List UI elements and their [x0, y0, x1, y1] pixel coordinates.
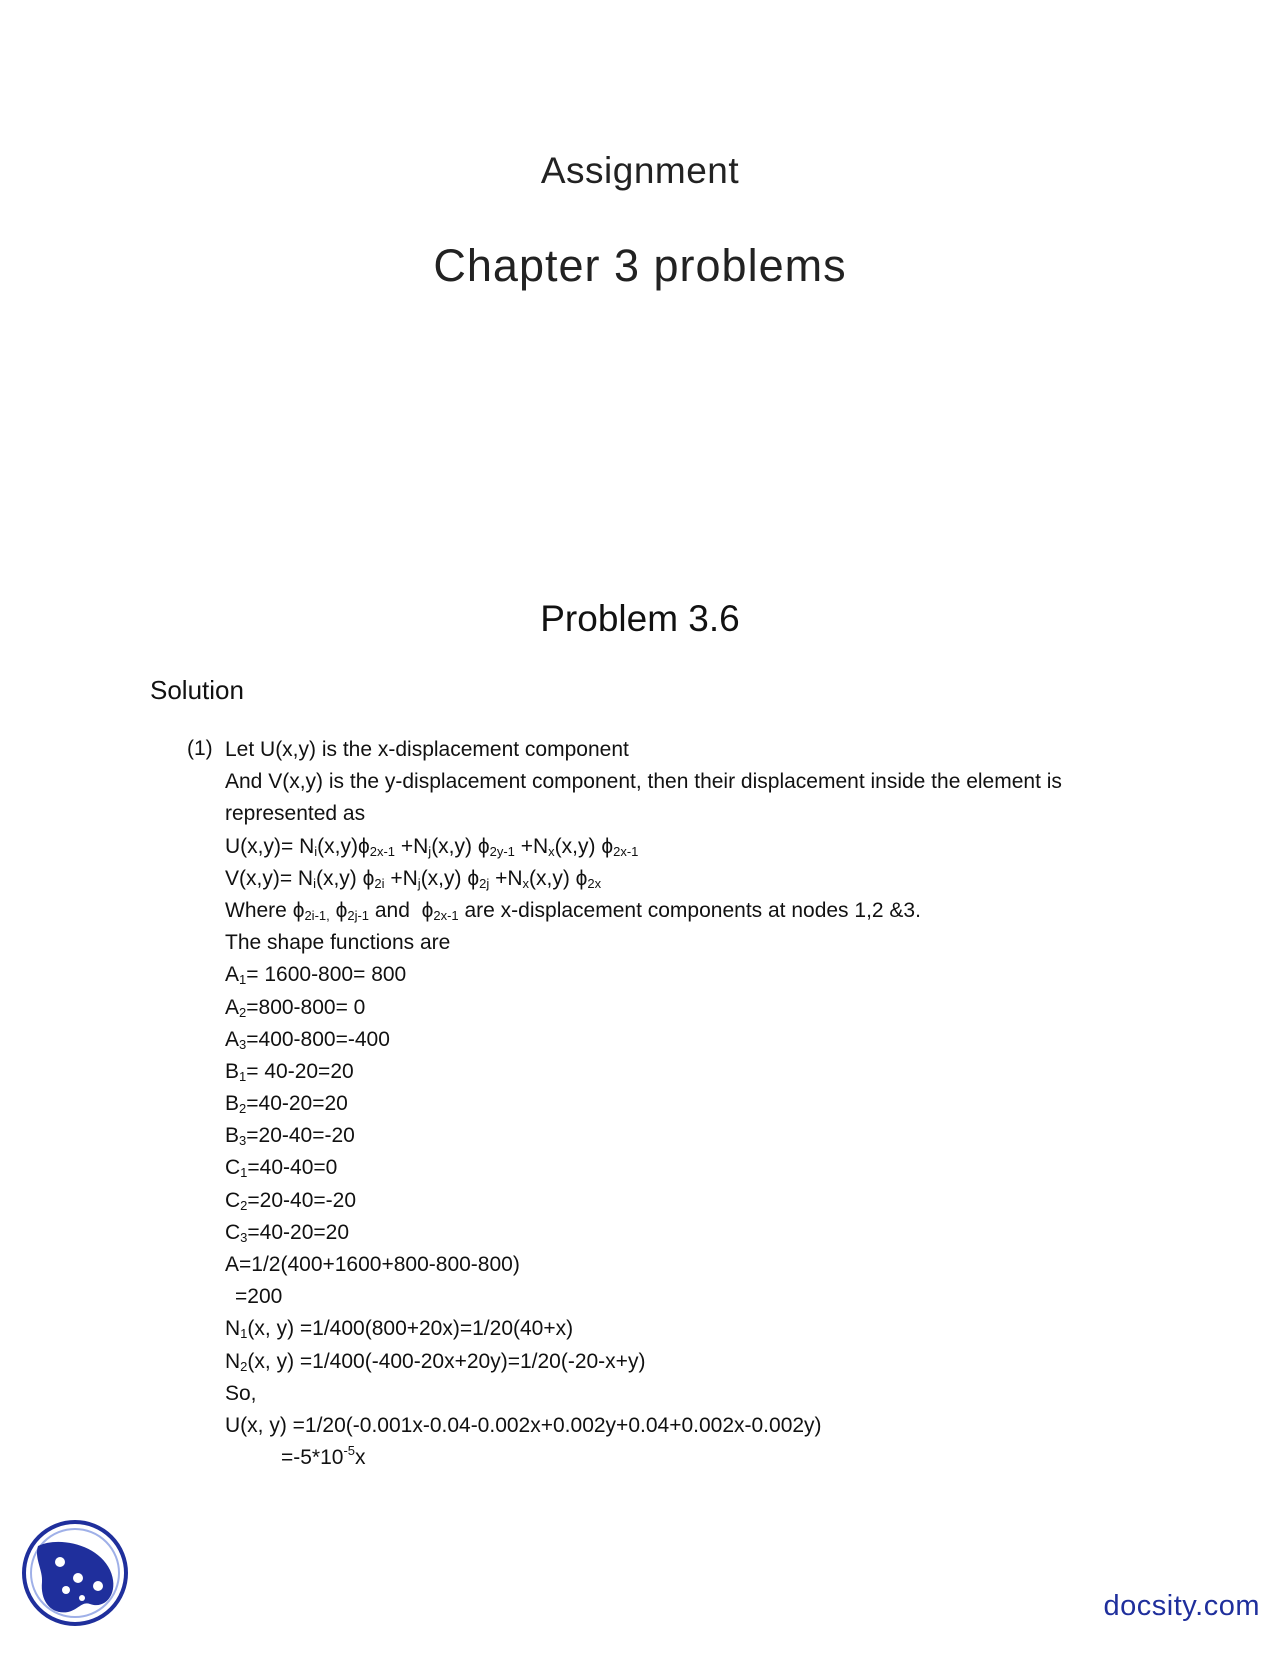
coeff-c3: $C_3=40-20=20$ [225, 1220, 350, 1245]
u-expression: $U(x,y)= N_i(x,y)\phi_{2x-1} +N_j(x,y)$ $\phi_{2y-1} +N_x(x,y)$ $\phi_{2x-1}$ [225, 834, 639, 859]
n1-equation: $N_1(x$, y) =1/400(800+20x)=1/20(40+x) [225, 1317, 574, 1342]
area-result: =200 [235, 1285, 283, 1309]
docsity-brand-text[interactable]: docsity.com [1103, 1590, 1260, 1622]
area-equation: A=1/2(400+1600+800-800-800) [225, 1253, 520, 1276]
coeff-b3: $B_3=20-40=-20$ [225, 1124, 355, 1149]
assignment-title: Assignment [540, 150, 740, 191]
chapter-title: Chapter 3 problems [433, 240, 847, 291]
coeff-c2: $C_2=20-40=-20$ [225, 1188, 356, 1213]
coeff-a2: $A_2=800-800= 0$ [225, 995, 366, 1020]
solution-body [225, 734, 1205, 1474]
list-item-number: (1) [187, 737, 213, 760]
problem-title: Problem 3.6 [540, 598, 740, 639]
coeff-a3: $A_3=400-800=-400$ [225, 1027, 390, 1052]
coeff-a1: $A_1= 1600-800= 800$ [225, 963, 407, 988]
so-line: So, [225, 1381, 257, 1405]
docsity-logo-icon [20, 1518, 130, 1628]
line-and-v: And V(x,y) is the y-displacement component, then their displacement inside the element is [225, 770, 1062, 794]
coeff-b2: $B_2=40-20=20$ [225, 1092, 348, 1117]
line-represented: represented as [225, 802, 366, 826]
n2-equation: $N_2(x$, y) =1/400(-400-20x+20y)=1/20(-20-x+y) [225, 1349, 646, 1374]
u-final-equation: U(x, y) =1/20(-0.001x-0.04-0.002x+0.002y+0.04+0.002x-0.002y) [225, 1413, 822, 1437]
where-line: Where $\phi_{2i-1,}$ $\phi_{2j-1}$ and $\phi_{2x-1}$ are x-displacement components at nodes 1,2 &3. [225, 898, 921, 923]
u-final-result: $=-5*10^{-5}x$ [281, 1443, 366, 1470]
coeff-c1: $C_1=40-40=0$ [225, 1156, 338, 1181]
coeff-b1: $B_1= 40-20=20$ [225, 1059, 354, 1084]
solution-label: Solution [150, 675, 244, 705]
shape-functions-line: The shape functions are [225, 931, 451, 955]
v-expression: $V(x,y)= N_i(x,y)$ $\phi_{2i} +N_j(x,y)$ $\phi_{2j} +N_x(x,y)$ $\phi_{2x}$ [225, 866, 602, 891]
line-let-u: Let U(x,y) is the x-displacement component [225, 738, 629, 761]
